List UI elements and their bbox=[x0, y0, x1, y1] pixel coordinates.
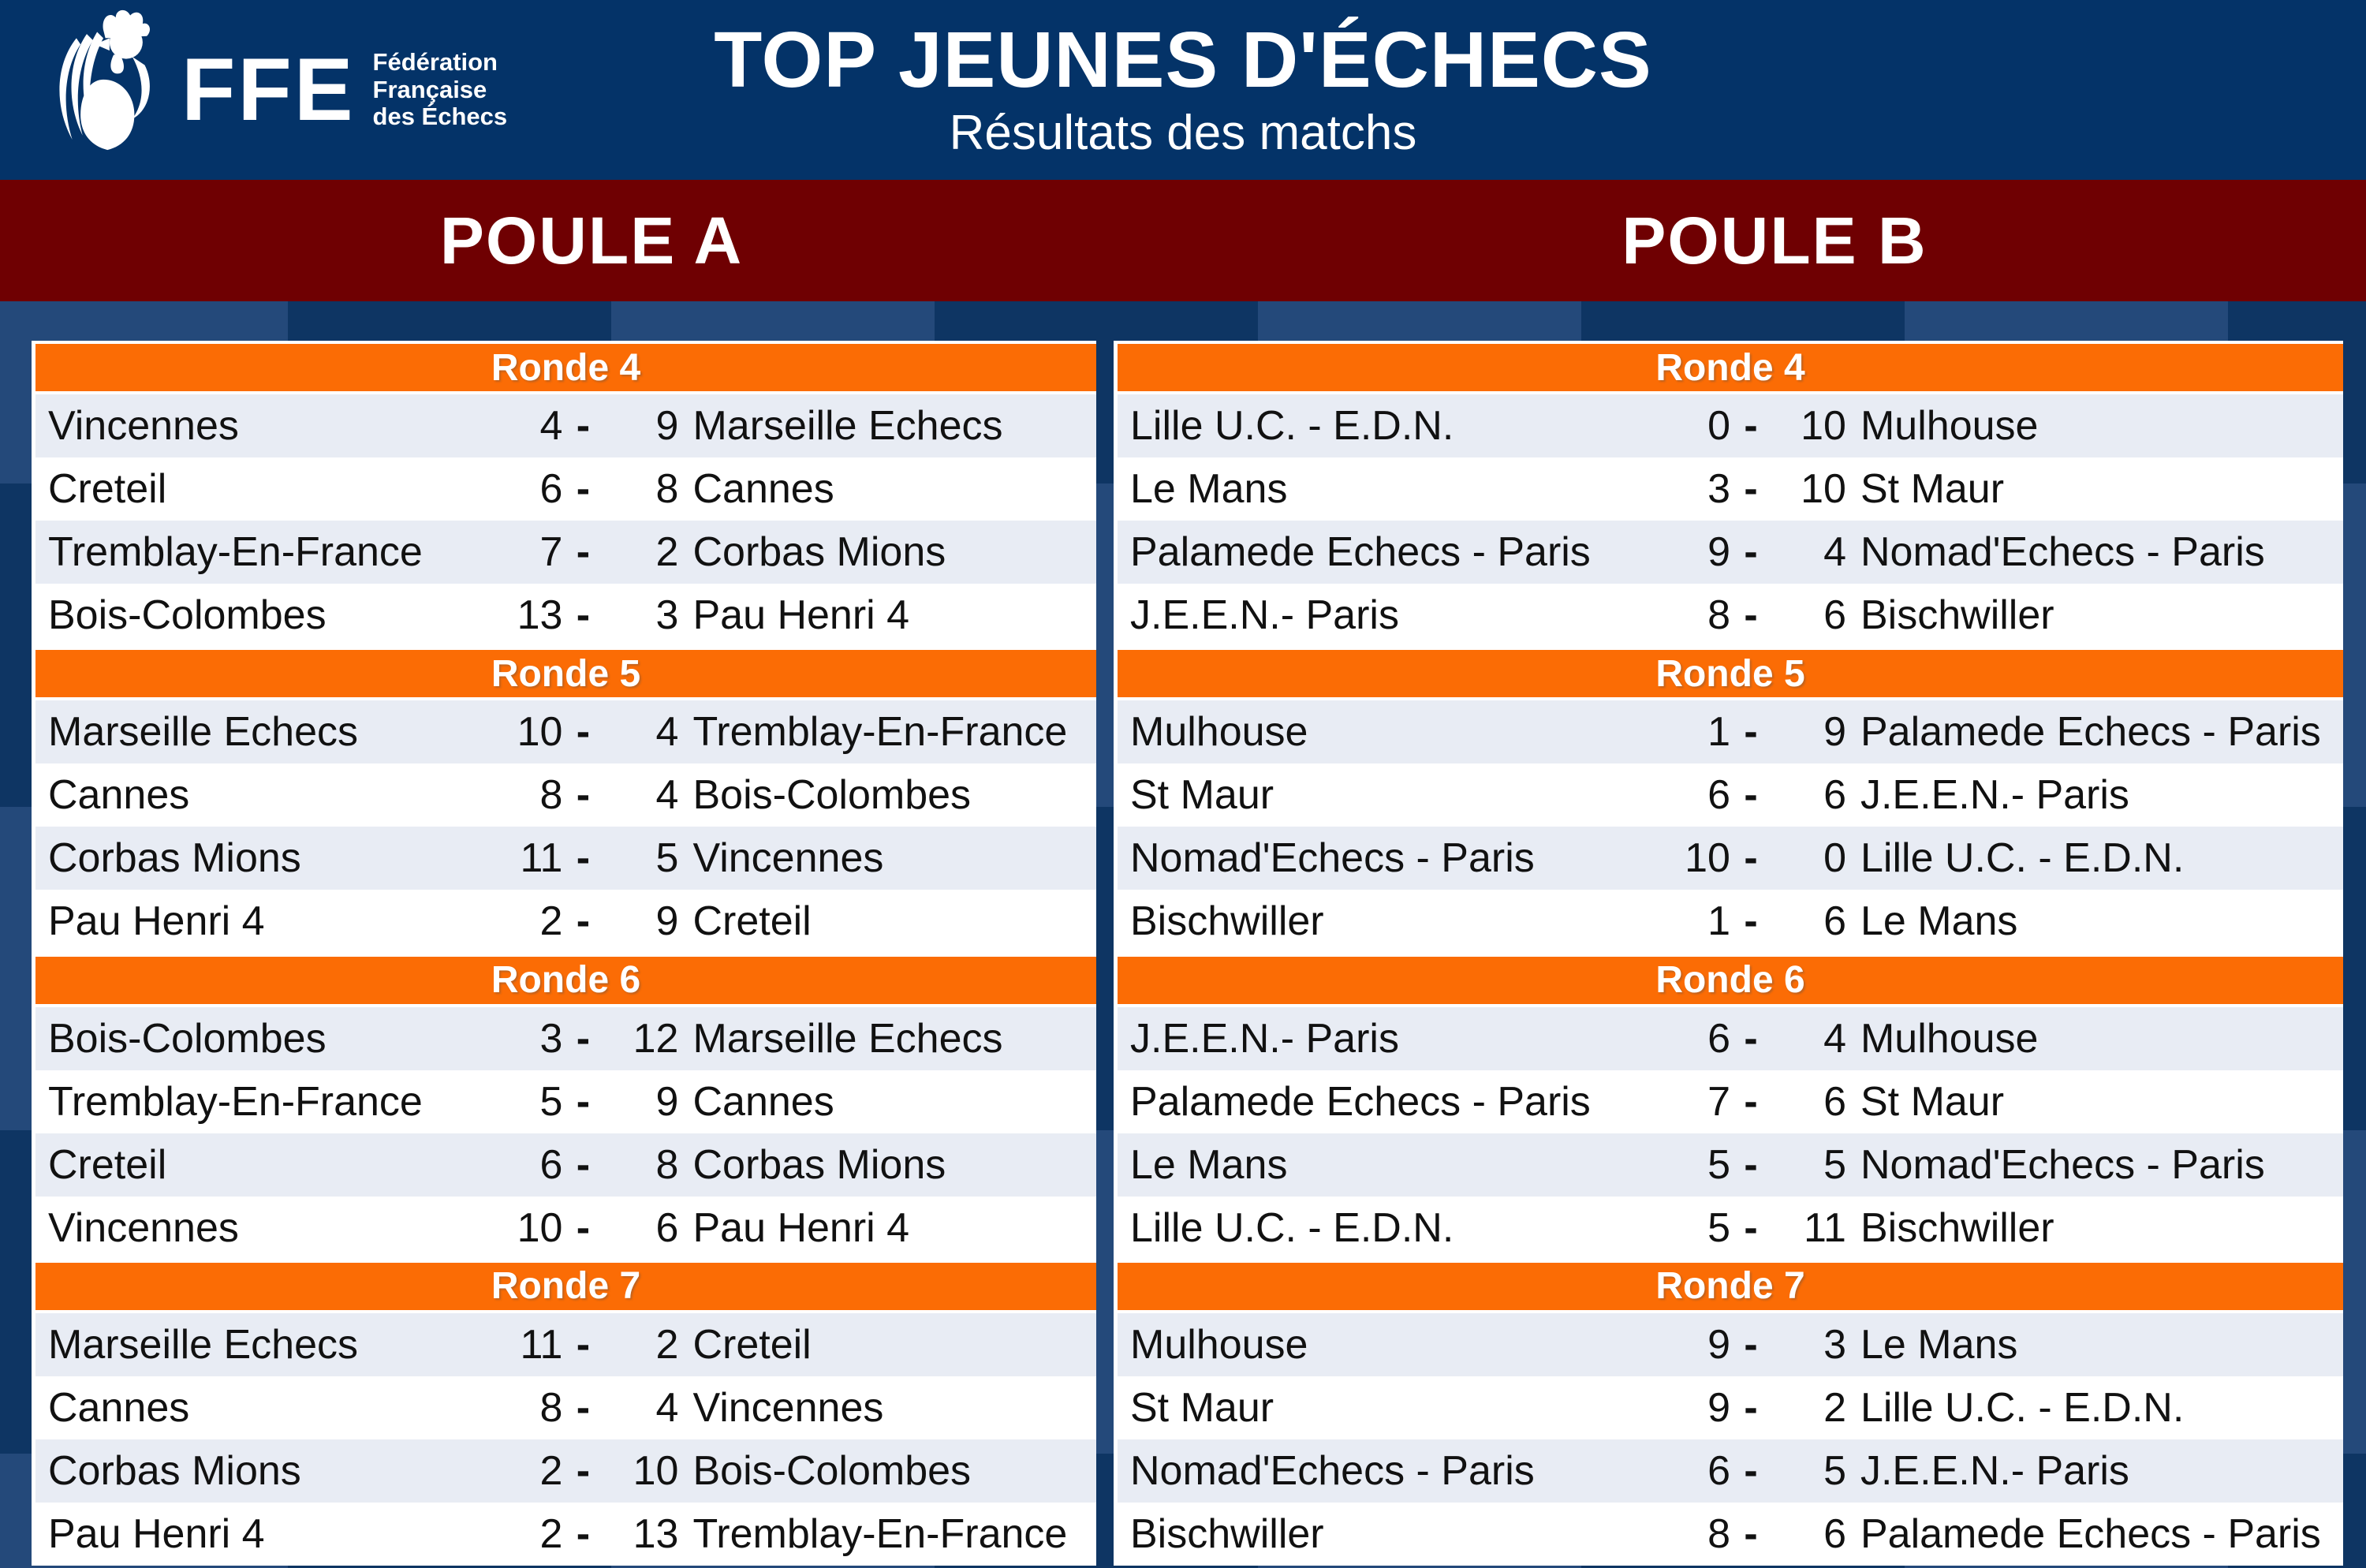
home-team-name: Marseille Echecs bbox=[48, 709, 359, 756]
home-score: 11 bbox=[520, 1321, 563, 1368]
match-row bbox=[1118, 763, 2343, 827]
home-score: 5 bbox=[539, 1078, 563, 1125]
score-separator: - bbox=[576, 529, 591, 576]
home-score: 6 bbox=[539, 1141, 563, 1188]
home-team-name: Mulhouse bbox=[1130, 1321, 1308, 1368]
score-separator: - bbox=[1744, 1204, 1758, 1251]
home-team-name: Creteil bbox=[48, 466, 167, 513]
score-separator: - bbox=[576, 403, 591, 450]
away-score: 9 bbox=[655, 1078, 679, 1125]
score-separator: - bbox=[576, 1510, 591, 1557]
away-score: 4 bbox=[655, 772, 679, 819]
match-row bbox=[1118, 890, 2343, 953]
match-row bbox=[35, 1439, 1096, 1503]
home-score: 9 bbox=[1707, 1384, 1730, 1431]
away-team-name: Nomad'Echecs - Paris bbox=[1860, 1141, 2265, 1188]
match-row bbox=[1118, 1313, 2343, 1376]
home-team-name: J.E.E.N.- Paris bbox=[1130, 1015, 1399, 1062]
away-score: 6 bbox=[1823, 1510, 1846, 1557]
home-score: 10 bbox=[517, 709, 563, 756]
away-score: 9 bbox=[655, 403, 679, 450]
home-score: 5 bbox=[1707, 1141, 1730, 1188]
away-score: 4 bbox=[1823, 1015, 1846, 1062]
home-team-name: Pau Henri 4 bbox=[48, 898, 265, 945]
away-team-name: Le Mans bbox=[1860, 1321, 2018, 1368]
home-score: 4 bbox=[539, 403, 563, 450]
away-team-name: Creteil bbox=[692, 898, 812, 945]
score-separator: - bbox=[576, 1384, 591, 1431]
ffe-logo bbox=[41, 0, 507, 180]
away-score: 2 bbox=[1823, 1384, 1846, 1431]
match-row bbox=[1118, 394, 2343, 457]
score-separator: - bbox=[576, 898, 591, 945]
home-team-name: Vincennes bbox=[48, 403, 239, 450]
away-score: 4 bbox=[1823, 529, 1846, 576]
score-separator: - bbox=[576, 1321, 591, 1368]
home-score: 7 bbox=[1707, 1078, 1730, 1125]
away-team-name: Corbas Mions bbox=[692, 1141, 946, 1188]
away-score: 0 bbox=[1823, 835, 1846, 882]
home-team-name: Bischwiller bbox=[1130, 898, 1324, 945]
score-separator: - bbox=[1744, 772, 1758, 819]
home-score: 7 bbox=[539, 529, 563, 576]
home-team-name: Tremblay-En-France bbox=[48, 529, 423, 576]
home-team-name: Le Mans bbox=[1130, 1141, 1288, 1188]
home-score: 8 bbox=[539, 772, 563, 819]
pool-a-table bbox=[32, 341, 1096, 1566]
score-separator: - bbox=[1744, 835, 1758, 882]
home-score: 6 bbox=[539, 466, 563, 513]
match-row bbox=[1118, 1376, 2343, 1439]
score-separator: - bbox=[1744, 898, 1758, 945]
away-score: 6 bbox=[655, 1204, 679, 1251]
home-team-name: Pau Henri 4 bbox=[48, 1510, 265, 1557]
match-row bbox=[1118, 1197, 2343, 1260]
away-team-name: Tremblay-En-France bbox=[692, 709, 1068, 756]
round-header: Ronde 5 bbox=[35, 647, 1096, 700]
ffe-rooster-icon bbox=[41, 7, 166, 173]
round-header: Ronde 7 bbox=[35, 1260, 1096, 1313]
score-separator: - bbox=[1744, 1141, 1758, 1188]
away-team-name: Bois-Colombes bbox=[692, 1447, 972, 1494]
score-separator: - bbox=[576, 835, 591, 882]
away-score: 8 bbox=[655, 1141, 679, 1188]
home-team-name: Cannes bbox=[48, 772, 190, 819]
away-team-name: J.E.E.N.- Paris bbox=[1860, 772, 2129, 819]
away-team-name: Tremblay-En-France bbox=[692, 1510, 1068, 1557]
round-header: Ronde 4 bbox=[35, 341, 1096, 394]
round-header: Ronde 6 bbox=[35, 954, 1096, 1007]
away-score: 3 bbox=[1823, 1321, 1846, 1368]
home-score: 10 bbox=[1685, 835, 1730, 882]
match-row bbox=[35, 521, 1096, 584]
home-team-name: Le Mans bbox=[1130, 466, 1288, 513]
score-separator: - bbox=[1744, 466, 1758, 513]
pool-b-label: POULE B bbox=[1621, 203, 1928, 278]
round-header: Ronde 4 bbox=[1118, 341, 2343, 394]
round-header: Ronde 7 bbox=[1118, 1260, 2343, 1313]
away-score: 3 bbox=[655, 592, 679, 639]
away-score: 10 bbox=[633, 1447, 679, 1494]
away-score: 11 bbox=[1804, 1204, 1846, 1251]
match-row bbox=[35, 584, 1096, 647]
home-team-name: Bois-Colombes bbox=[48, 592, 327, 639]
home-score: 9 bbox=[1707, 529, 1730, 576]
match-row bbox=[1118, 1007, 2343, 1070]
home-score: 6 bbox=[1707, 1447, 1730, 1494]
home-team-name: Lille U.C. - E.D.N. bbox=[1130, 403, 1454, 450]
pool-b-table bbox=[1114, 341, 2343, 1566]
score-separator: - bbox=[1744, 592, 1758, 639]
home-score: 2 bbox=[539, 898, 563, 945]
away-score: 10 bbox=[1801, 403, 1846, 450]
match-row bbox=[35, 700, 1096, 763]
score-separator: - bbox=[1744, 403, 1758, 450]
home-score: 9 bbox=[1707, 1321, 1730, 1368]
away-score: 4 bbox=[655, 1384, 679, 1431]
home-score: 13 bbox=[517, 592, 563, 639]
away-team-name: Vincennes bbox=[692, 835, 884, 882]
score-separator: - bbox=[1744, 1447, 1758, 1494]
score-separator: - bbox=[576, 1447, 591, 1494]
home-score: 6 bbox=[1707, 1015, 1730, 1062]
ffe-org-line: Fédération bbox=[372, 47, 498, 76]
home-score: 1 bbox=[1707, 709, 1730, 756]
match-row bbox=[35, 763, 1096, 827]
home-team-name: St Maur bbox=[1130, 1384, 1274, 1431]
match-row bbox=[35, 1007, 1096, 1070]
match-row bbox=[35, 1376, 1096, 1439]
away-score: 9 bbox=[655, 898, 679, 945]
away-team-name: Palamede Echecs - Paris bbox=[1860, 1510, 2321, 1557]
away-team-name: Cannes bbox=[692, 1078, 834, 1125]
away-team-name: Pau Henri 4 bbox=[692, 1204, 910, 1251]
match-row bbox=[1118, 521, 2343, 584]
away-team-name: Bois-Colombes bbox=[692, 772, 972, 819]
home-score: 8 bbox=[539, 1384, 563, 1431]
match-row bbox=[1118, 1503, 2343, 1566]
home-team-name: Tremblay-En-France bbox=[48, 1078, 423, 1125]
match-row bbox=[35, 1070, 1096, 1133]
score-separator: - bbox=[576, 1204, 591, 1251]
home-team-name: St Maur bbox=[1130, 772, 1274, 819]
home-score: 3 bbox=[539, 1015, 563, 1062]
score-separator: - bbox=[576, 1141, 591, 1188]
score-separator: - bbox=[576, 709, 591, 756]
score-separator: - bbox=[576, 1078, 591, 1125]
ffe-org-line: Française bbox=[372, 75, 487, 103]
home-team-name: Creteil bbox=[48, 1141, 167, 1188]
ffe-org-name bbox=[373, 49, 508, 131]
score-separator: - bbox=[576, 592, 591, 639]
away-team-name: Creteil bbox=[692, 1321, 812, 1368]
away-score: 6 bbox=[1823, 1078, 1846, 1125]
page-title: TOP JEUNES D'ÉCHECS bbox=[714, 16, 1652, 104]
score-separator: - bbox=[1744, 1078, 1758, 1125]
away-score: 2 bbox=[655, 529, 679, 576]
ffe-org-line: des Échecs bbox=[372, 103, 508, 131]
away-score: 5 bbox=[1823, 1447, 1846, 1494]
match-row bbox=[1118, 584, 2343, 647]
away-score: 13 bbox=[633, 1510, 679, 1557]
away-team-name: Nomad'Echecs - Paris bbox=[1860, 529, 2265, 576]
title-block bbox=[714, 16, 1652, 161]
match-row bbox=[35, 1503, 1096, 1566]
home-team-name: Nomad'Echecs - Paris bbox=[1130, 835, 1535, 882]
round-header: Ronde 6 bbox=[1118, 954, 2343, 1007]
page-subtitle: Résultats des matchs bbox=[949, 106, 1417, 160]
home-team-name: Palamede Echecs - Paris bbox=[1130, 529, 1591, 576]
pool-banner bbox=[0, 180, 2366, 301]
home-team-name: Lille U.C. - E.D.N. bbox=[1130, 1204, 1454, 1251]
away-team-name: Lille U.C. - E.D.N. bbox=[1860, 1384, 2185, 1431]
away-team-name: Mulhouse bbox=[1860, 403, 2039, 450]
score-separator: - bbox=[1744, 529, 1758, 576]
away-score: 9 bbox=[1823, 709, 1846, 756]
match-row bbox=[35, 1313, 1096, 1376]
away-score: 12 bbox=[633, 1015, 679, 1062]
header bbox=[0, 0, 2366, 180]
home-score: 3 bbox=[1707, 466, 1730, 513]
home-team-name: Vincennes bbox=[48, 1204, 239, 1251]
away-team-name: Cannes bbox=[692, 466, 834, 513]
away-score: 5 bbox=[655, 835, 679, 882]
score-separator: - bbox=[576, 466, 591, 513]
pool-a-label: POULE A bbox=[439, 203, 744, 278]
score-separator: - bbox=[1744, 1384, 1758, 1431]
away-team-name: Marseille Echecs bbox=[692, 1015, 1003, 1062]
home-team-name: Mulhouse bbox=[1130, 709, 1308, 756]
score-separator: - bbox=[1744, 1321, 1758, 1368]
match-row bbox=[1118, 1070, 2343, 1133]
home-team-name: Corbas Mions bbox=[48, 1447, 301, 1494]
away-score: 6 bbox=[1823, 898, 1846, 945]
home-score: 0 bbox=[1707, 403, 1730, 450]
home-team-name: Bischwiller bbox=[1130, 1510, 1324, 1557]
away-team-name: Mulhouse bbox=[1860, 1015, 2039, 1062]
away-team-name: Lille U.C. - E.D.N. bbox=[1860, 835, 2185, 882]
match-row bbox=[1118, 457, 2343, 521]
home-team-name: Corbas Mions bbox=[48, 835, 301, 882]
home-score: 1 bbox=[1707, 898, 1730, 945]
away-team-name: Bischwiller bbox=[1860, 592, 2054, 639]
match-row bbox=[1118, 1439, 2343, 1503]
away-team-name: St Maur bbox=[1860, 466, 2005, 513]
score-separator: - bbox=[1744, 709, 1758, 756]
away-score: 6 bbox=[1823, 772, 1846, 819]
away-team-name: Bischwiller bbox=[1860, 1204, 2054, 1251]
score-separator: - bbox=[576, 1015, 591, 1062]
away-team-name: Palamede Echecs - Paris bbox=[1860, 709, 2321, 756]
match-row bbox=[1118, 700, 2343, 763]
home-score: 8 bbox=[1707, 592, 1730, 639]
results-tables bbox=[0, 341, 2366, 1566]
match-row bbox=[35, 457, 1096, 521]
away-score: 5 bbox=[1823, 1141, 1846, 1188]
home-score: 2 bbox=[539, 1447, 563, 1494]
match-row bbox=[1118, 1133, 2343, 1197]
away-team-name: St Maur bbox=[1860, 1078, 2005, 1125]
match-row bbox=[35, 394, 1096, 457]
home-team-name: Nomad'Echecs - Paris bbox=[1130, 1447, 1535, 1494]
score-separator: - bbox=[576, 772, 591, 819]
away-team-name: Corbas Mions bbox=[692, 529, 946, 576]
round-header: Ronde 5 bbox=[1118, 647, 2343, 700]
home-score: 10 bbox=[517, 1204, 563, 1251]
home-team-name: Marseille Echecs bbox=[48, 1321, 359, 1368]
home-team-name: Cannes bbox=[48, 1384, 190, 1431]
home-team-name: Bois-Colombes bbox=[48, 1015, 327, 1062]
home-score: 8 bbox=[1707, 1510, 1730, 1557]
score-separator: - bbox=[1744, 1510, 1758, 1557]
match-row bbox=[35, 827, 1096, 890]
away-team-name: Vincennes bbox=[692, 1384, 884, 1431]
away-score: 10 bbox=[1801, 466, 1846, 513]
away-score: 2 bbox=[655, 1321, 679, 1368]
score-separator: - bbox=[1744, 1015, 1758, 1062]
away-score: 4 bbox=[655, 709, 679, 756]
home-team-name: J.E.E.N.- Paris bbox=[1130, 592, 1399, 639]
home-score: 11 bbox=[520, 835, 563, 882]
match-row bbox=[35, 1197, 1096, 1260]
away-score: 6 bbox=[1823, 592, 1846, 639]
home-score: 6 bbox=[1707, 772, 1730, 819]
away-team-name: Le Mans bbox=[1860, 898, 2018, 945]
away-team-name: Pau Henri 4 bbox=[692, 592, 910, 639]
home-team-name: Palamede Echecs - Paris bbox=[1130, 1078, 1591, 1125]
away-team-name: J.E.E.N.- Paris bbox=[1860, 1447, 2129, 1494]
match-row bbox=[35, 1133, 1096, 1197]
match-row bbox=[35, 890, 1096, 953]
home-score: 5 bbox=[1707, 1204, 1730, 1251]
match-row bbox=[1118, 827, 2343, 890]
home-score: 2 bbox=[539, 1510, 563, 1557]
ffe-acronym: FFE bbox=[181, 40, 356, 139]
away-score: 8 bbox=[655, 466, 679, 513]
away-team-name: Marseille Echecs bbox=[692, 403, 1003, 450]
